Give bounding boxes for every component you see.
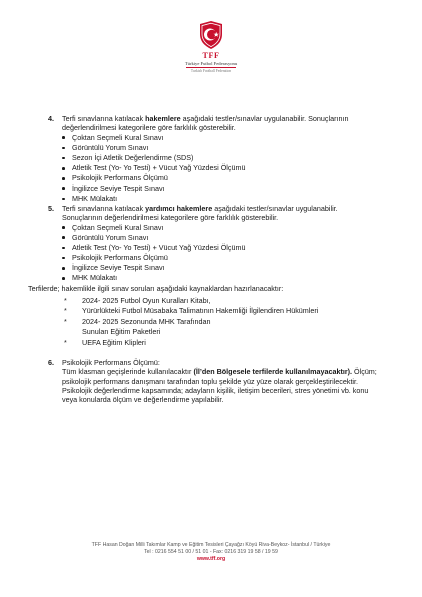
section-5-text <box>62 204 378 223</box>
list-item: * 2024- 2025 Sezonunda MHK Tarafından Sunulan Eğitim Paketleri <box>64 316 211 337</box>
section-number: 4. <box>48 114 54 123</box>
assistant-referee-test-list <box>48 223 378 284</box>
footer-address: TFF Hasan Doğan Milli Takımlar Kamp ve Eğitim Tesisleri Çayağzı Köyü Riva-Beykoz- İstanbul / Türkiye <box>91 542 331 548</box>
bullet-icon <box>62 157 65 160</box>
section-6-text <box>62 358 378 404</box>
asterisk-icon: * <box>64 295 67 305</box>
section-6 <box>48 358 378 404</box>
bullet-icon <box>62 236 65 239</box>
sources-list <box>48 296 378 348</box>
header-divider <box>186 67 236 68</box>
tff-crescent-star-crest-icon <box>198 20 224 50</box>
asterisk-icon: * <box>64 316 67 326</box>
section-number: 6. <box>48 357 54 367</box>
list-item: Atletik Test (Yo- Yo Testi) + Vücut Yağ Yüzdesi Ölçümü <box>48 163 378 173</box>
bullet-icon <box>62 187 65 190</box>
section-6-paragraph <box>62 367 378 404</box>
list-item: Sezon İçi Atletik Değerlendirme (SDS) <box>48 153 378 163</box>
letterhead <box>0 20 422 73</box>
section-highlight: (İl’den Bölgesele terfilerde kullanılmayacaktır). <box>193 367 353 377</box>
list-item: Çoktan Seçmeli Kural Sınavı <box>48 133 378 143</box>
bullet-icon <box>62 267 65 270</box>
bullet-icon <box>62 277 65 280</box>
bullet-icon <box>62 167 65 170</box>
footer-phone: Tel : 0216 554 51 00 / 51 01 - Fax: 0216 319 19 58 / 19 59 <box>144 549 278 555</box>
brand-name: TFF <box>202 51 220 60</box>
section-text-after: Ölçüm; psikolojik performans danışmanı tarafından toplu şekilde yüz yüze olarak gerçekleştirilecektir. Psikolojik değerlendirme kapsamında; adayların kişilik, iletişim becerileri, stres yönetimi vb. konu veya konularda ölçüm ve değerlendirme yapılabilir. <box>62 367 377 405</box>
list-item: İngilizce Seviye Tespit Sınavı <box>48 263 378 273</box>
bullet-icon <box>62 136 65 139</box>
bullet-icon <box>62 226 65 229</box>
bullet-icon <box>62 257 65 260</box>
document-body <box>28 114 378 405</box>
section-text-after: aşağıdaki testler/sınavlar uygulanabilir. Sonuçlarının değerlendirilmesi kategorilere göre farklılık gösterebilir. <box>62 203 338 223</box>
federation-name-en: Turkish Football Federation <box>190 69 232 73</box>
footer-website-link[interactable]: www.tff.org <box>196 556 226 562</box>
list-item: Psikolojik Performans Ölçümü <box>48 253 378 263</box>
list-item: * UEFA Eğitim Klipleri <box>64 337 146 347</box>
list-item: Görüntülü Yorum Sınavı <box>48 143 378 153</box>
section-text-before: Terfi sınavlarına katılacak <box>62 203 146 213</box>
list-item: * Yürürlükteki Futbol Müsabaka Talimatının Hakemliği İlgilendiren Hükümleri <box>64 306 319 316</box>
list-item: Atletik Test (Yo- Yo Testi) + Vücut Yağ Yüzdesi Ölçümü <box>48 243 378 253</box>
section-text-before: Terfi sınavlarına katılacak <box>62 114 146 123</box>
asterisk-icon: * <box>64 337 67 347</box>
asterisk-icon: * <box>64 306 67 316</box>
list-item: Çoktan Seçmeli Kural Sınavı <box>48 223 378 233</box>
federation-name-tr: Türkiye Futbol Federasyonu <box>184 61 238 66</box>
referee-test-list <box>48 133 378 204</box>
section-highlight: yardımcı hakemlere <box>145 203 213 213</box>
section-5 <box>48 204 378 223</box>
footer <box>0 542 422 563</box>
section-title: Psikolojik Performans Ölçümü: <box>62 357 160 367</box>
bullet-icon <box>62 147 65 150</box>
list-item: * 2024- 2025 Futbol Oyun Kuralları Kitabı, <box>64 295 211 305</box>
section-4 <box>48 114 378 133</box>
section-number: 5. <box>48 203 54 213</box>
bullet-icon <box>62 198 65 201</box>
list-item: İngilizce Seviye Tespit Sınavı <box>48 184 378 194</box>
bullet-icon <box>62 247 65 250</box>
section-text-before: Tüm klasman geçişlerinde kullanılacaktır <box>62 367 194 377</box>
bullet-icon <box>62 177 65 180</box>
list-item: Görüntülü Yorum Sınavı <box>48 233 378 243</box>
list-item: MHK Mülakatı <box>48 194 378 204</box>
sources-intro: Terfilerde; hakemlikle ilgili sınav soruları aşağıdaki kaynaklardan hazırlanacaktır: <box>28 283 284 293</box>
section-text-after: aşağıdaki testler/sınavlar uygulanabilir. Sonuçlarının değerlendirilmesi kategorilere göre farklılık gösterebilir. <box>62 114 349 133</box>
list-item: Psikolojik Performans Ölçümü <box>48 173 378 183</box>
section-4-text <box>62 114 378 133</box>
section-highlight: hakemlere <box>145 114 181 123</box>
list-item: MHK Mülakatı <box>48 273 378 283</box>
